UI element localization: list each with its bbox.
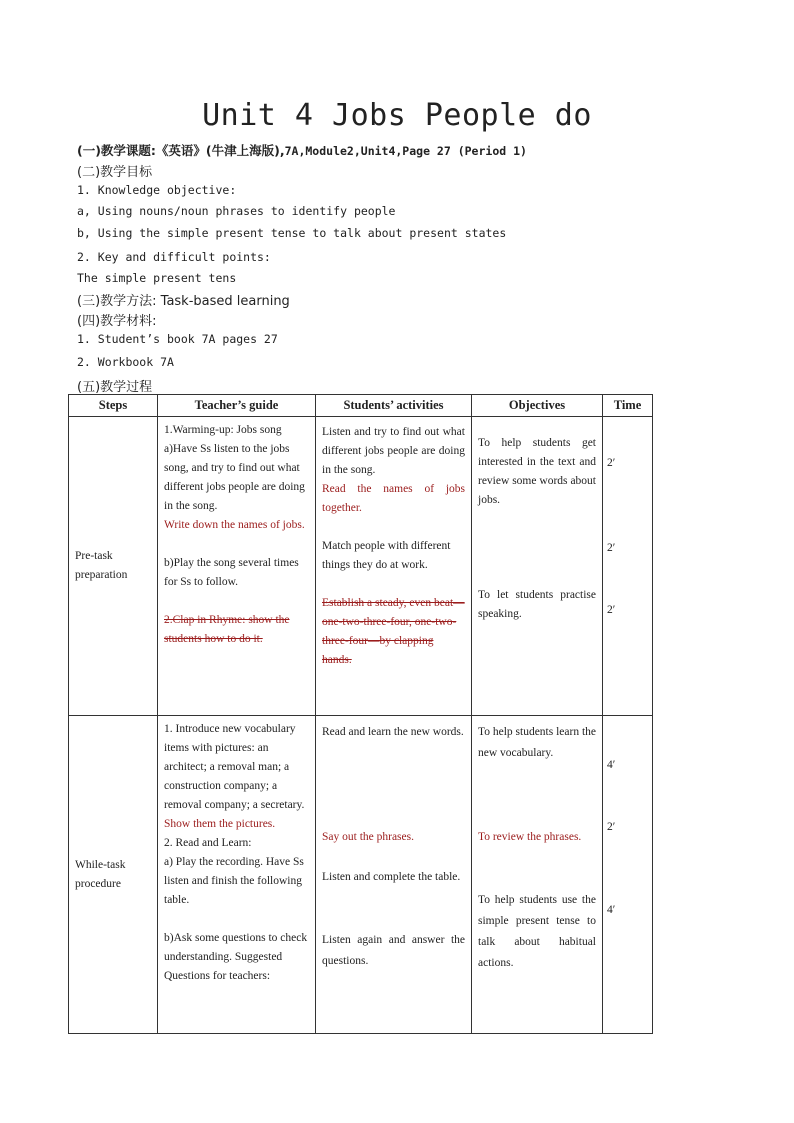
activity-text: Listen and complete the table.	[322, 871, 461, 883]
guide-text: b)Play the song several times for Ss to follow.	[164, 557, 299, 588]
objective-a: a, Using nouns/noun phrases to identify people	[77, 204, 396, 218]
header-time: Time	[603, 395, 653, 417]
guide-text: 2.Clap in Rhyme: show the students how to do it.	[164, 614, 290, 645]
lesson-plan-table	[68, 394, 653, 1034]
activity-text: Read and learn the new words.	[322, 726, 464, 738]
method-line: (三)教学方法: Task-based learning	[77, 294, 290, 309]
objectives-cell	[472, 716, 603, 1034]
subject-rest: 7A,Module2,Unit4,Page 27 (Period 1)	[284, 144, 527, 158]
process-heading: (五)教学过程	[77, 380, 153, 395]
time-cell	[603, 417, 653, 716]
subject-prefix: (一)教学课题:《英语》(牛津上海版),	[77, 143, 285, 158]
objective-text: To review the phrases.	[478, 831, 582, 843]
header-steps: Steps	[69, 395, 158, 417]
guide-text: 2. Read and Learn:	[164, 837, 252, 849]
time-value: 2′	[607, 457, 616, 469]
step-label: While-task procedure	[75, 858, 126, 890]
objective-text: To help students get interested in the text and review some words about jobs.	[478, 437, 596, 506]
time-value: 2′	[607, 542, 616, 554]
table-row	[69, 417, 653, 716]
activity-text: Match people with different things they do at work.	[322, 540, 451, 571]
header-student-activities: Students’ activities	[316, 395, 472, 417]
guide-text: a) Play the recording. Have Ss listen and finish the following table.	[164, 856, 304, 906]
material-1: 1. Student’s book 7A pages 27	[77, 332, 278, 346]
step-cell	[69, 716, 158, 1034]
activity-text: Say out the phrases.	[322, 831, 414, 843]
activity-text: Read the names of jobs together.	[322, 483, 465, 514]
knowledge-objective: 1. Knowledge objective:	[77, 183, 237, 197]
objective-b: b, Using the simple present tense to talk about present states	[77, 226, 507, 240]
student-activities-cell	[316, 716, 472, 1034]
material-2: 2. Workbook 7A	[77, 355, 174, 369]
table-header-row	[69, 395, 653, 417]
document-title: Unit 4 Jobs People do	[202, 98, 592, 133]
table-row	[69, 716, 653, 1034]
goals-heading: (二)教学目标	[77, 165, 153, 180]
time-value: 2′	[607, 604, 616, 616]
time-cell	[603, 716, 653, 1034]
guide-text: Write down the names of jobs.	[164, 519, 305, 531]
header-teacher-guide: Teacher’s guide	[158, 395, 316, 417]
step-label: Pre-task preparation	[75, 550, 128, 581]
objective-text: To help students learn the new vocabulary.	[478, 726, 596, 759]
activity-text: Listen again and answer the questions.	[322, 934, 465, 967]
guide-text: Show them the pictures.	[164, 818, 276, 830]
step-cell	[69, 417, 158, 716]
materials-heading: (四)教学材料:	[77, 314, 157, 329]
key-points-heading: 2. Key and difficult points:	[77, 250, 271, 264]
guide-text: 1.Warming-up: Jobs song	[164, 424, 282, 436]
guide-text: b)Ask some questions to check understanding. Suggested Questions for teachers:	[164, 932, 308, 982]
teacher-guide-cell	[158, 417, 316, 716]
header-objectives: Objectives	[472, 395, 603, 417]
student-activities-cell	[316, 417, 472, 716]
objective-text: To help students use the simple present tense to talk about habitual actions.	[478, 894, 596, 969]
time-value: 2′	[607, 821, 616, 833]
teacher-guide-cell	[158, 716, 316, 1034]
activity-text: Establish a steady, even beat—one-two-three-four, one-two-three-four—by clapping hands.	[322, 597, 465, 666]
objective-text: To let students practise speaking.	[478, 589, 596, 620]
activity-text: Listen and try to find out what different jobs people are doing in the song.	[322, 426, 465, 476]
subject-line	[77, 141, 527, 159]
time-value: 4′	[607, 759, 616, 771]
time-value: 4′	[607, 904, 616, 916]
objectives-cell	[472, 417, 603, 716]
guide-text: a)Have Ss listen to the jobs song, and try to find out what different jobs people are doing in the song.	[164, 443, 305, 512]
guide-text: 1. Introduce new vocabulary items with pictures: an architect; a removal man; a construction company; a removal company; a secretary.	[164, 723, 305, 811]
key-points-text: The simple present tens	[77, 271, 237, 285]
